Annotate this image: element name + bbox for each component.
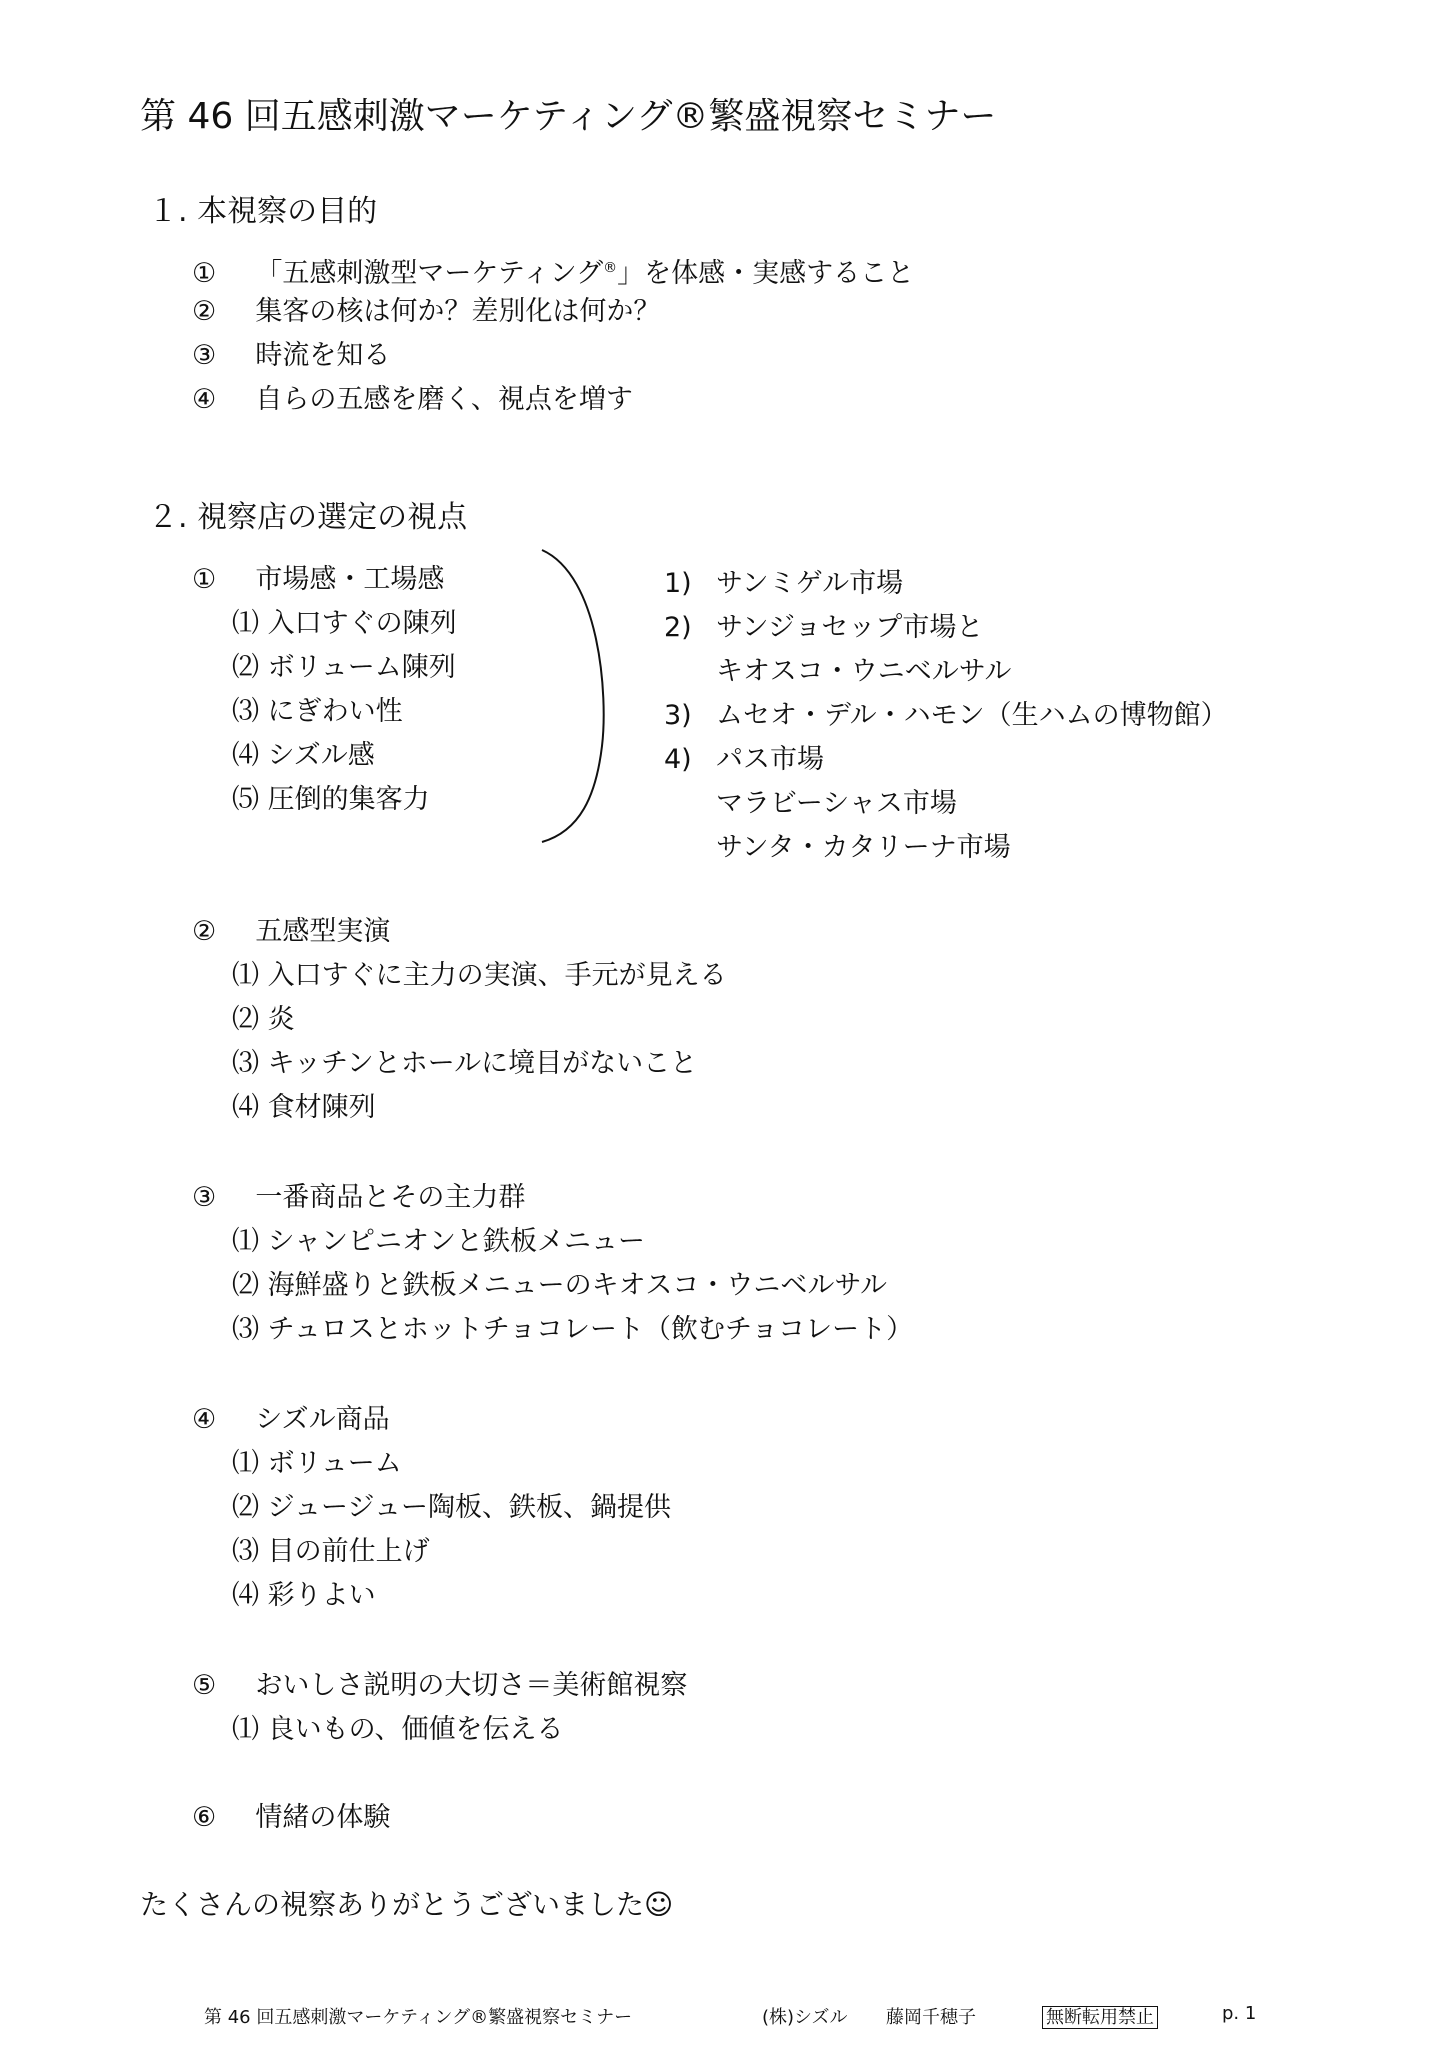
- purpose-item: [192, 382, 633, 418]
- sub-text: 彩りよい: [267, 1580, 376, 1611]
- item-marker: ③: [192, 340, 217, 371]
- viewpoint-text: シズル商品: [255, 1404, 390, 1435]
- sub-text: 食材陳列: [267, 1092, 376, 1123]
- purpose-item: [192, 294, 660, 330]
- sub-num: ⑵: [232, 1270, 259, 1301]
- sub-text: 入口すぐに主力の実演、手元が見える: [267, 960, 727, 991]
- viewpoint-title: [192, 914, 390, 950]
- footer-seminar: 第 46 回五感刺激マーケティング®繁盛視察セミナー: [204, 2007, 633, 2028]
- sub-num: ⑴: [232, 1714, 259, 1745]
- item-marker: ①: [192, 258, 217, 289]
- sub-num: ⑴: [232, 960, 259, 991]
- registered-mark: ®: [603, 260, 618, 276]
- viewpoint-text: 市場感・工場感: [255, 564, 445, 595]
- sub-item: [232, 738, 375, 774]
- sub-num: ⑵: [232, 1492, 259, 1523]
- viewpoint-text: 五感型実演: [255, 916, 391, 947]
- market-name: サンジョセップ市場と: [716, 612, 984, 643]
- sub-num: ⑴: [232, 608, 259, 639]
- market-item: [664, 742, 692, 778]
- purpose-text: 時流を知る: [255, 340, 391, 371]
- sub-item: [232, 694, 403, 730]
- market-num: 4): [664, 744, 692, 775]
- sub-item: [232, 1534, 430, 1570]
- footer-company: (株)シズル: [762, 2007, 848, 2028]
- market-item: [664, 610, 692, 646]
- section2-heading: ２. 視察店の選定の視点: [148, 500, 468, 535]
- market-item: [664, 698, 692, 734]
- viewpoint-title: [192, 1668, 687, 1704]
- sub-text: 目の前仕上げ: [267, 1536, 430, 1567]
- sub-text: 圧倒的集客力: [267, 784, 430, 815]
- viewpoint-text: 情緒の体験: [255, 1802, 391, 1833]
- sub-text: チュロスとホットチョコレート（飲むチョコレート）: [267, 1314, 914, 1345]
- sub-item: [232, 1002, 295, 1038]
- item-marker: ②: [192, 296, 217, 327]
- purpose-text: 自らの五感を磨く、視点を増す: [255, 384, 633, 415]
- sub-item: [232, 1712, 564, 1748]
- sub-num: ⑸: [232, 784, 259, 815]
- viewpoint-title: [192, 562, 444, 598]
- market-num: 1): [664, 568, 692, 599]
- sub-num: ⑶: [232, 1536, 259, 1567]
- item-marker: ②: [192, 916, 217, 947]
- market-item: [664, 566, 692, 602]
- sub-item: [232, 1578, 376, 1614]
- item-marker: ③: [192, 1182, 217, 1213]
- sub-num: ⑶: [232, 1314, 259, 1345]
- sub-text: 海鮮盛りと鉄板メニューのキオスコ・ウニベルサル: [267, 1270, 887, 1301]
- market-name: ムセオ・デル・ハモン（生ハムの博物館）: [716, 700, 1228, 731]
- sub-text: にぎわい性: [267, 696, 403, 727]
- market-name: キオスコ・ウニベルサル: [716, 656, 1012, 687]
- purpose-text-tail: 」を体感・実感すること: [617, 258, 915, 289]
- footer-stamp-wrap: [1042, 2003, 1158, 2029]
- sub-num: ⑶: [232, 696, 259, 727]
- item-marker: ④: [192, 1404, 217, 1435]
- market-num: 2): [664, 612, 692, 643]
- viewpoint-title: [192, 1402, 390, 1438]
- sub-num: ⑵: [232, 652, 259, 683]
- page-number: p. 1: [1222, 2003, 1257, 2024]
- market-name: サンミゲル市場: [716, 568, 904, 599]
- viewpoint-text: おいしさ説明の大切さ＝美術館視察: [255, 1670, 688, 1701]
- sub-item: [232, 650, 456, 686]
- sub-item: [232, 782, 430, 818]
- closing-message: たくさんの視察ありがとうございました☺: [140, 1888, 674, 1921]
- no-reuse-stamp: 無断転用禁止: [1042, 2006, 1158, 2029]
- sub-text: 良いもの、価値を伝える: [267, 1714, 564, 1745]
- viewpoint-text: 一番商品とその主力群: [255, 1182, 526, 1213]
- sub-item: [232, 1090, 376, 1126]
- sub-item: [232, 1268, 887, 1304]
- sub-item: [232, 1490, 671, 1526]
- market-name: サンタ・カタリーナ市場: [716, 832, 1011, 863]
- sub-item: [232, 1446, 402, 1482]
- sub-num: ⑴: [232, 1448, 259, 1479]
- sub-num: ⑷: [232, 740, 259, 771]
- sub-num: ⑴: [232, 1226, 259, 1257]
- sub-text: ジュージュー陶板、鉄板、鍋提供: [267, 1492, 671, 1523]
- item-marker: ①: [192, 564, 217, 595]
- viewpoint-title: [192, 1180, 525, 1216]
- sub-text: キッチンとホールに境目がないこと: [267, 1048, 698, 1079]
- item-marker: ⑥: [192, 1802, 217, 1833]
- sub-num: ⑷: [232, 1092, 259, 1123]
- sub-item: [232, 1312, 913, 1348]
- purpose-item: [192, 338, 390, 374]
- item-marker: ⑤: [192, 1670, 217, 1701]
- sub-text: シャンピニオンと鉄板メニュー: [267, 1226, 646, 1257]
- sub-num: ⑵: [232, 1004, 259, 1035]
- sub-item: [232, 958, 727, 994]
- market-name: マラビーシャス市場: [716, 788, 957, 819]
- purpose-text: 「五感刺激型マーケティング: [255, 258, 604, 289]
- sub-text: 入口すぐの陳列: [267, 608, 457, 639]
- sub-item: [232, 1224, 645, 1260]
- market-num: 3): [664, 700, 692, 731]
- footer-author: 藤岡千穂子: [886, 2007, 976, 2028]
- purpose-text: 集客の核は何か？差別化は何か？: [255, 296, 661, 327]
- sub-text: 炎: [267, 1004, 295, 1035]
- item-marker: ④: [192, 384, 217, 415]
- bracket-curve: [540, 546, 610, 846]
- market-name: パス市場: [716, 744, 824, 775]
- sub-item: [232, 1046, 697, 1082]
- document-title: 第 46 回五感刺激マーケティング®繁盛視察セミナー: [140, 96, 997, 137]
- viewpoint-title: [192, 1800, 390, 1836]
- sub-num: ⑷: [232, 1580, 259, 1611]
- purpose-item: [192, 250, 914, 292]
- sub-text: ボリューム: [267, 1448, 402, 1479]
- section1-heading: １. 本視察の目的: [148, 194, 378, 229]
- sub-text: ボリューム陳列: [267, 652, 456, 683]
- sub-num: ⑶: [232, 1048, 259, 1079]
- sub-text: シズル感: [267, 740, 375, 771]
- sub-item: [232, 606, 457, 642]
